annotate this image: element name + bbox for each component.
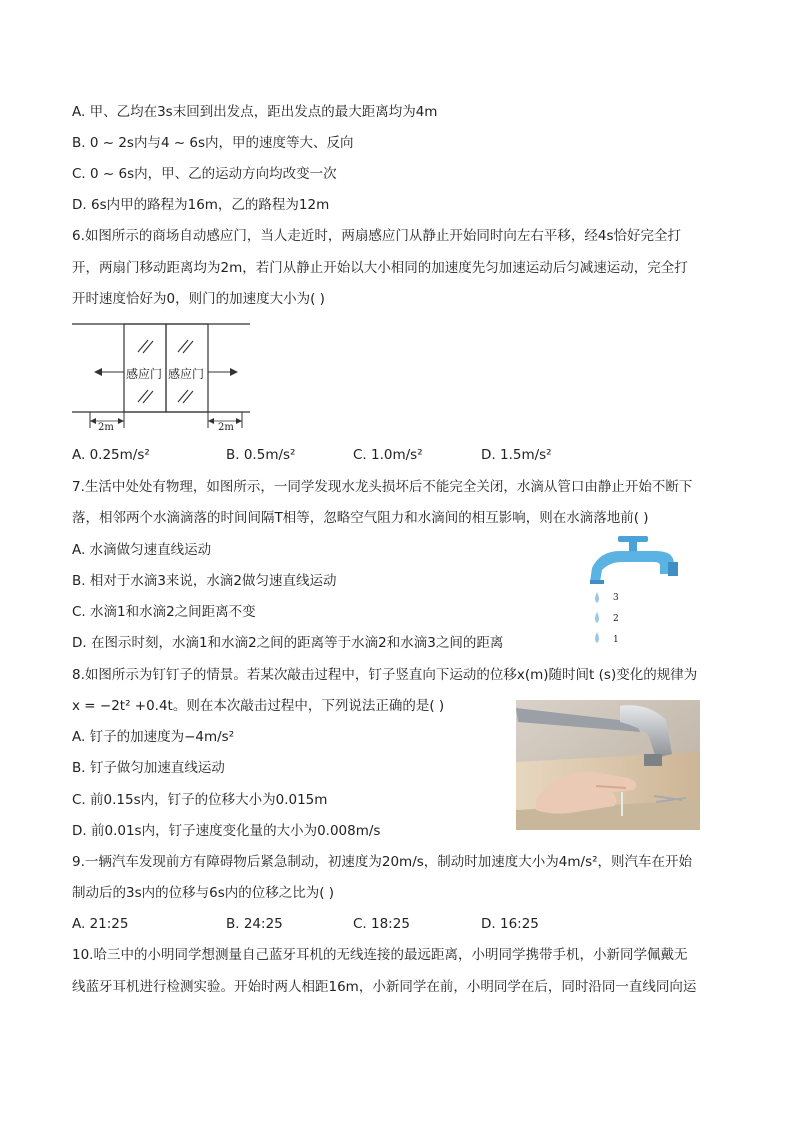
- q6-option-b: B. 0.5m/s²: [226, 447, 296, 463]
- hammer-nail-photo: [516, 700, 700, 830]
- q7-stem-line1: 7.生活中处处有物理，如图所示，一同学发现水龙头损坏后不能完全关闭，水滴从管口由静止开始不断下: [72, 479, 693, 495]
- q9-option-a: A. 21:25: [72, 916, 129, 932]
- q5-option-c: C. 0 ~ 6s内，甲、乙的运动方向均改变一次: [72, 166, 337, 182]
- q8-stem-line1: 8.如图所示为钉钉子的情景。若某次敲击过程中，钉子竖直向下运动的位移x(m)随时间t (s)变化的规律为: [72, 667, 698, 683]
- q8-stem-line2: x = −2t² +0.4t。则在本次敲击过程中，下列说法正确的是( ): [72, 698, 445, 714]
- q7-stem-line2: 落，相邻两个水滴滴落的时间间隔T相等，忽略空气阻力和水滴间的相互影响，则在水滴落地前( ): [72, 510, 649, 526]
- drop-1-label: 1: [613, 635, 619, 645]
- q10-stem-line1: 10.哈三中的小明同学想测量自己蓝牙耳机的无线连接的最远距离，小明同学携带手机，小新同学佩戴无: [72, 947, 688, 963]
- q6-option-a: A. 0.25m/s²: [72, 447, 150, 463]
- q7-option-a: A. 水滴做匀速直线运动: [72, 542, 212, 558]
- q9-option-c: C. 18:25: [353, 916, 410, 932]
- dist-right-label: 2m: [218, 422, 234, 433]
- q9-stem-line2: 制动后的3s内的位移与6s内的位移之比为( ): [72, 885, 335, 901]
- dist-left-label: 2m: [98, 422, 114, 433]
- q7-option-b: B. 相对于水滴3来说，水滴2做匀速直线运动: [72, 573, 337, 589]
- door-right-label: 感应门: [168, 367, 205, 381]
- q5-option-a: A. 甲、乙均在3s末回到出发点，距出发点的最大距离均为4m: [72, 104, 438, 120]
- sensor-door-diagram: [72, 320, 254, 438]
- q7-option-d: D. 在图示时刻，水滴1和水滴2之间的距离等于水滴2和水滴3之间的距离: [72, 635, 504, 651]
- q9-option-b: B. 24:25: [226, 916, 283, 932]
- q8-option-a: A. 钉子的加速度为−4m/s²: [72, 729, 235, 745]
- door-left-label: 感应门: [126, 367, 163, 381]
- q10-stem-line2: 线蓝牙耳机进行检测实验。开始时两人相距16m，小新同学在前，小明同学在后，同时沿同一直线同向运: [72, 979, 697, 995]
- q9-stem-line1: 9.一辆汽车发现前方有障碍物后紧急制动，初速度为20m/s，制动时加速度大小为4m/s²，则汽车在开始: [72, 854, 693, 870]
- q5-option-d: D. 6s内甲的路程为16m，乙的路程为12m: [72, 197, 330, 213]
- q9-option-d: D. 16:25: [481, 916, 539, 932]
- q5-option-b: B. 0 ~ 2s内与4 ~ 6s内，甲的速度等大、反向: [72, 135, 354, 151]
- q6-stem-line2: 开，两扇门移动距离均为2m，若门从静止开始以大小相同的加速度先匀加速运动后匀减速运动，完全打: [72, 260, 688, 276]
- q6-stem-line1: 6.如图所示的商场自动感应门，当人走近时，两扇感应门从静止开始同时向左右平移，经4s恰好完全打: [72, 228, 682, 244]
- q7-option-c: C. 水滴1和水滴2之间距离不变: [72, 604, 256, 620]
- faucet-illustration: [582, 534, 682, 654]
- q6-option-c: C. 1.0m/s²: [353, 447, 423, 463]
- q8-option-c: C. 前0.15s内，钉子的位移大小为0.015m: [72, 792, 328, 808]
- drop-3-label: 3: [613, 593, 619, 603]
- q8-option-d: D. 前0.01s内，钉子速度变化量的大小为0.008m/s: [72, 823, 381, 839]
- q6-option-d: D. 1.5m/s²: [481, 447, 552, 463]
- drop-2-label: 2: [613, 614, 619, 624]
- q6-stem-line3: 开时速度恰好为0，则门的加速度大小为( ): [72, 291, 325, 307]
- q8-option-b: B. 钉子做匀加速直线运动: [72, 760, 225, 776]
